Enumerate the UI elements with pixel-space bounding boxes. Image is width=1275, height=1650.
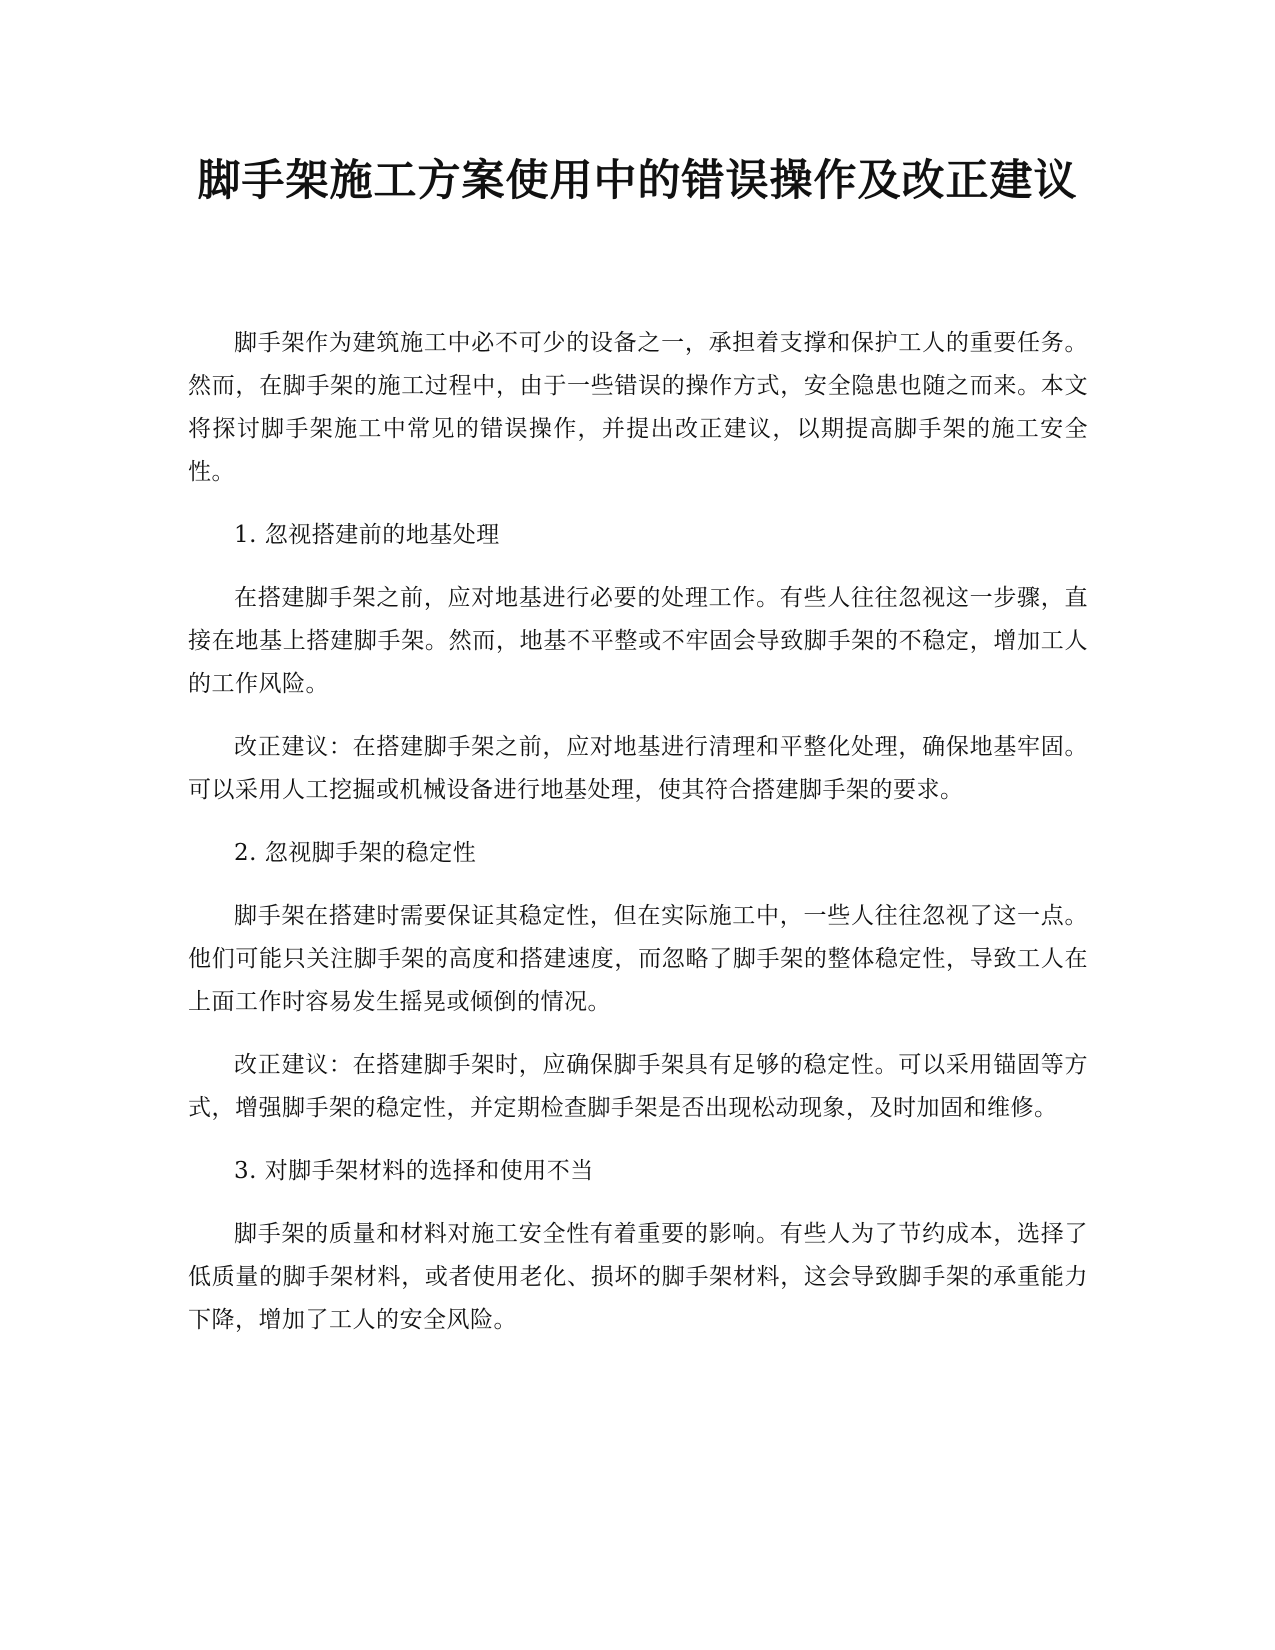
section-heading-2: 2. 忽视脚手架的稳定性 <box>234 840 477 866</box>
section-suggestion-1: 改正建议：在搭建脚手架之前，应对地基进行清理和平整化处理，确保地基牢固。可以采用人工挖掘或机械设备进行地基处理，使其符合搭建脚手架的要求。 <box>188 734 1088 803</box>
intro-paragraph: 脚手架作为建筑施工中必不可少的设备之一，承担着支撑和保护工人的重要任务。然而，在脚手架的施工过程中，由于一些错误的操作方式，安全隐患也随之而来。本文将探讨脚手架施工中常见的错误操作，并提出改正建议，以期提高脚手架的施工安全性。 <box>188 330 1088 485</box>
document-title: 脚手架施工方案使用中的错误操作及改正建议 <box>197 156 1078 206</box>
section-heading-1: 1. 忽视搭建前的地基处理 <box>234 522 500 548</box>
section-problem-1: 在搭建脚手架之前，应对地基进行必要的处理工作。有些人往往忽视这一步骤，直接在地基上搭建脚手架。然而，地基不平整或不牢固会导致脚手架的不稳定，增加工人的工作风险。 <box>188 585 1088 697</box>
section-problem-3: 脚手架的质量和材料对施工安全性有着重要的影响。有些人为了节约成本，选择了低质量的脚手架材料，或者使用老化、损坏的脚手架材料，这会导致脚手架的承重能力下降，增加了工人的安全风险。 <box>188 1221 1088 1333</box>
document-body <box>188 322 1088 1362</box>
section-heading-3: 3. 对脚手架材料的选择和使用不当 <box>234 1158 594 1184</box>
section-problem-2: 脚手架在搭建时需要保证其稳定性，但在实际施工中，一些人往往忽视了这一点。他们可能只关注脚手架的高度和搭建速度，而忽略了脚手架的整体稳定性，导致工人在上面工作时容易发生摇晃或倾倒的情况。 <box>188 903 1088 1015</box>
section-suggestion-2: 改正建议：在搭建脚手架时，应确保脚手架具有足够的稳定性。可以采用锚固等方式，增强脚手架的稳定性，并定期检查脚手架是否出现松动现象，及时加固和维修。 <box>188 1052 1088 1121</box>
